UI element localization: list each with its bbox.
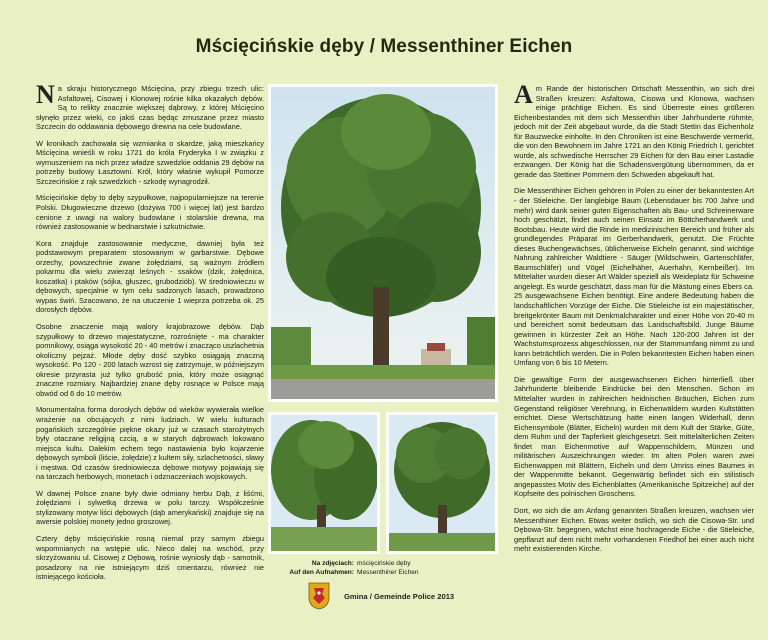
footer <box>308 582 498 622</box>
dropcap: A <box>514 80 533 109</box>
paragraph: Kora znajduje zastosowanie medyczne, dawniej była też podstawowym preparatem stosowanym w garbarstwie. Dębowe orzechy, powszechnie zwane żołędziami, są ważnym źródłem pokarmu dla wielu zwierząt leśnych - ssaków (dzik, żołędnica, koszatka) i ptaków (sójka, głuszec, grubodziób). W średniowieczu w dębowych, specjalnie w tym celu sadzonych lasach, prowadzono wypas świń. Szacowano, że na utuczenie 1 wieprza potrzeba ok. 25 dorosłych dębów. <box>36 238 264 315</box>
oak-photo-left <box>268 412 380 554</box>
paragraph: Monumentalna forma dorosłych dębów od wieków wywierała wielkie wrażenie na obcujących z nimi ludziach. W wielu kulturach pogańskich szczególnie piękne okazy już w czasach starożytnych były otaczane religijną czcią, a w starych dąbrowach lokowano miejsca kultu. Dalekim echem tego nastawienia było kojarzenie dębowych symboli (liście, żołędzie) z kultem siły, szlachetności, sławy i męstwa. Od czasów średniowiecza dębowe motywy pojawiają się na tarczach herbowych, monetach i odznaczeniach wojskowych. <box>36 405 264 482</box>
paragraph: Die gewaltige Form der ausgewachsenen Eichen hinterließ über Jahrhunderte bleibende Eindrücke bei den Menschen. Schon im Mittelalter wurden in zahlreichen heidnischen Bräuchen, Eichen zum Gegenstand religiöser Verehrung, in Eichenwäldern wurden Kultstätten errichtet. Diese Wertschätzung hatte einen langen Widerhall, denn Eichensymbole (Blätter, Eicheln) wurden mit dem Kult der Stärke, Güte, dem Ruhm und der Tapferkeit gleichgesetzt. Seit mittelalterlichen Zeiten findet man Eichenmotive auf Wappenschildern, Münzen und militärischen Auszeichnungen wieder. Im alten Polen waren zwei Eichenwappen mit Blättern, Eicheln und dem Umriss eines Baumes in der Wappenmitte bekannt. Gegenwärtig befindet sich ein stilistisch angepasstes Motiv des Eichenblattes (Amerikanische Spitzeiche) auf der Kopfseite des polnischen Groschens. <box>514 374 754 499</box>
paragraph: Osobne znaczenie mają walory krajobrazowe dębów. Dąb szypułkowy to drzewo majestatyczne, rozrośnięte - ma charakter pomnikowy, osiąga wysokość 20 - 40 metrów i znacząco uszlachetnia okoliczny pejzaż. Młode dęby dość szybko osiągają znaczną wysokość. Po 120 - 200 latach wzrost się zatrzymuje, w późniejszym okresie przyrasta już tylko grubość pnia, który może osiągnąć znaczne rozmiary. Najbardziej znane dęby rosnące w Polsce mają obwód od 6 do 10 metrów. <box>36 322 264 398</box>
paragraph: Dort, wo sich die am Anfang genannten Straßen kreuzen, wachsen vier Messenthiner Eichen. Etwas weiter östlich, wo sich die Cisowa-Str. und Dębowa-Str. begegnen, wächst eine hochragende Eiche - die Stieleiche, gepflanzt auf dem nicht mehr vorhandenen Friedhof bei einer auch nicht mehr existierenden Kirche. <box>514 505 754 554</box>
police-coat-of-arms-icon <box>308 582 330 610</box>
caption-value-pl: mścięcińskie dęby <box>357 560 411 567</box>
main-oak-photo <box>268 84 498 402</box>
paragraph: W kronikach zachowała się wzmianka o skardze, jaką mieszkańcy Mścięcina wnieśli w roku 1721 do króla Fryderyka I w związku z wymuszeniem na nich przez władze szwedzkie oddania 29 dębów na potrzeby budowy Łasztowni. Król, który właśnie wykupił Pomorze Szczecińskie z rąk szwedzkich - szkodę wynagrodził. <box>36 138 264 186</box>
paragraph: Na skraju historycznego Mścięcina, przy zbiegu trzech ulic: Asfaltowej, Cisowej i Klonowej rośnie kilka okazałych dębów. Są to relikty znacznie większej dąbrowy, z której Mścięcino słynęło przez wieki, co jakiś czas będąc zmuszane przez miasto Szczecin do oddawania dębowego drewna na cele budowlane. <box>36 80 264 132</box>
paragraph: Cztery dęby mścięcińskie rosną niemal przy samym zbiegu wspomnianych na wstępie ulic. Nieco dalej na wschód, przy skrzyżowaniu ul. Cisowej z Dębową, rośnie wyniosły dąb - samotnik, posadzony na nie istniejącym dziś cmentarzu, również nie istniejącego kościoła. <box>36 533 264 582</box>
oak-photo-right <box>386 412 498 554</box>
page-title: Mścięcińskie dęby / Messenthiner Eichen <box>195 36 573 57</box>
paragraph: Mścięcińskie dęby to dęby szypułkowe, najpopularniejsze na terenie Polski. Długowieczne drzewo (dożywa 700 i więcej lat) jest bardzo cenione z uwagi na walory budowlane i stolarskie drewna, ma również zastosowanie w bednarstwie i szkutnictwie. <box>36 193 264 232</box>
footer-text: Gmina / Gemeinde Police 2013 <box>344 592 455 601</box>
paragraph: Am Rande der historischen Ortschaft Messenthin, wo sich drei Straßen kreuzen: Asfaltowa, Cisowa und Klonowa, wachsen einige prächtige Eichen. Es sind Überreste eines größeren Eichenbestandes mit dem sich Messenthin über Jahrhunderte rühmte, jedoch mit der Zeit abgebaut wurde, da die Stadt Stettin das Eichenholz für Bauzwecke einholte. In den Chroniken ist eine Beschwerde vermerkt, die von den Bewohnern im Jahre 1721 an den König Friedrich I. gerichtet wurde, als schwedische Herrscher 29 Eichen für den Bau einer Lastadie erzwangen. Der König hat die Schadensvergütung übernommen, da er gerade das Stettiner Pommern den Schweden abgekauft hat. <box>514 80 754 179</box>
caption-label-pl: Na zdjęciach: <box>311 560 354 567</box>
caption-value-de: Messenthiner Eichen <box>357 568 419 576</box>
caption-label-de: Auf den Aufnahmen: <box>289 568 354 576</box>
polish-text-column <box>36 80 264 589</box>
paragraph: Die Messenthiner Eichen gehören in Polen zu einer der bekanntesten Art - der Stieleiche. Der langlebige Baum (Lebensdauer bis 700 Jahre und mehr) wird dank seiner guten Eigenschaften als Bau- und Schreinerware hoch geschätzt, findet auch seinen Einsatz im Böttcherhandwerk und Bootsbau. Heute wird die Rinde im medizinischen Bereich und früher als grundlegendes Präparat im Gerberhandwerk, genutzt. Die Früchte dieses Buchengewächses, üblicherweise Eicheln genannt, sind wichtige Nahrung zahlreicher Waldtiere - Säuger (Wildschwein, Gartenschläfer, Baumschläfer) und Vögel (Eichelhäher, Auerhahn, Kernbeißer). Im Mittelalter wurden dieser Art Wälder speziell als Weideplatz für Schweine angelegt. Es wurde geschätzt, dass man für die Mästung eines Ebers ca. 25 ausgewachsene Eichen benötigt. Eine andere Bedeutung haben die landschaftlichen Vorzüge der Eiche. Die Stieleiche ist ein majestätischer, breitgekrönter Baum mit Denkmalcharakter und einer Höhe von 20-40 m und bereichert somit bedeutsam das Landschaftsbild. Junge Bäume gewinnen in kürzester Zeit an Höhe. Nach 120-200 Jahren ist der Wachstumsprozess abgeschlossen, nur der Stammumfang nimmt zu und kann beträchtlich werden. Die in Polen bekanntesten Eichen haben einen Umfang von 6 bis 10 Metern. <box>514 186 754 368</box>
dropcap: N <box>36 80 55 109</box>
paragraph: W dawnej Polsce znane były dwie odmiany herbu Dąb, z liśćmi, żołędziami i sylwetką drzewa w polu tarczy. Współcześnie stylizowany motyw liści dębowych (dąb amerykański) znajduje się na awersie polskiej monety jedno groszowej. <box>36 488 264 527</box>
photo-caption <box>268 560 498 578</box>
german-text-column <box>514 80 754 561</box>
